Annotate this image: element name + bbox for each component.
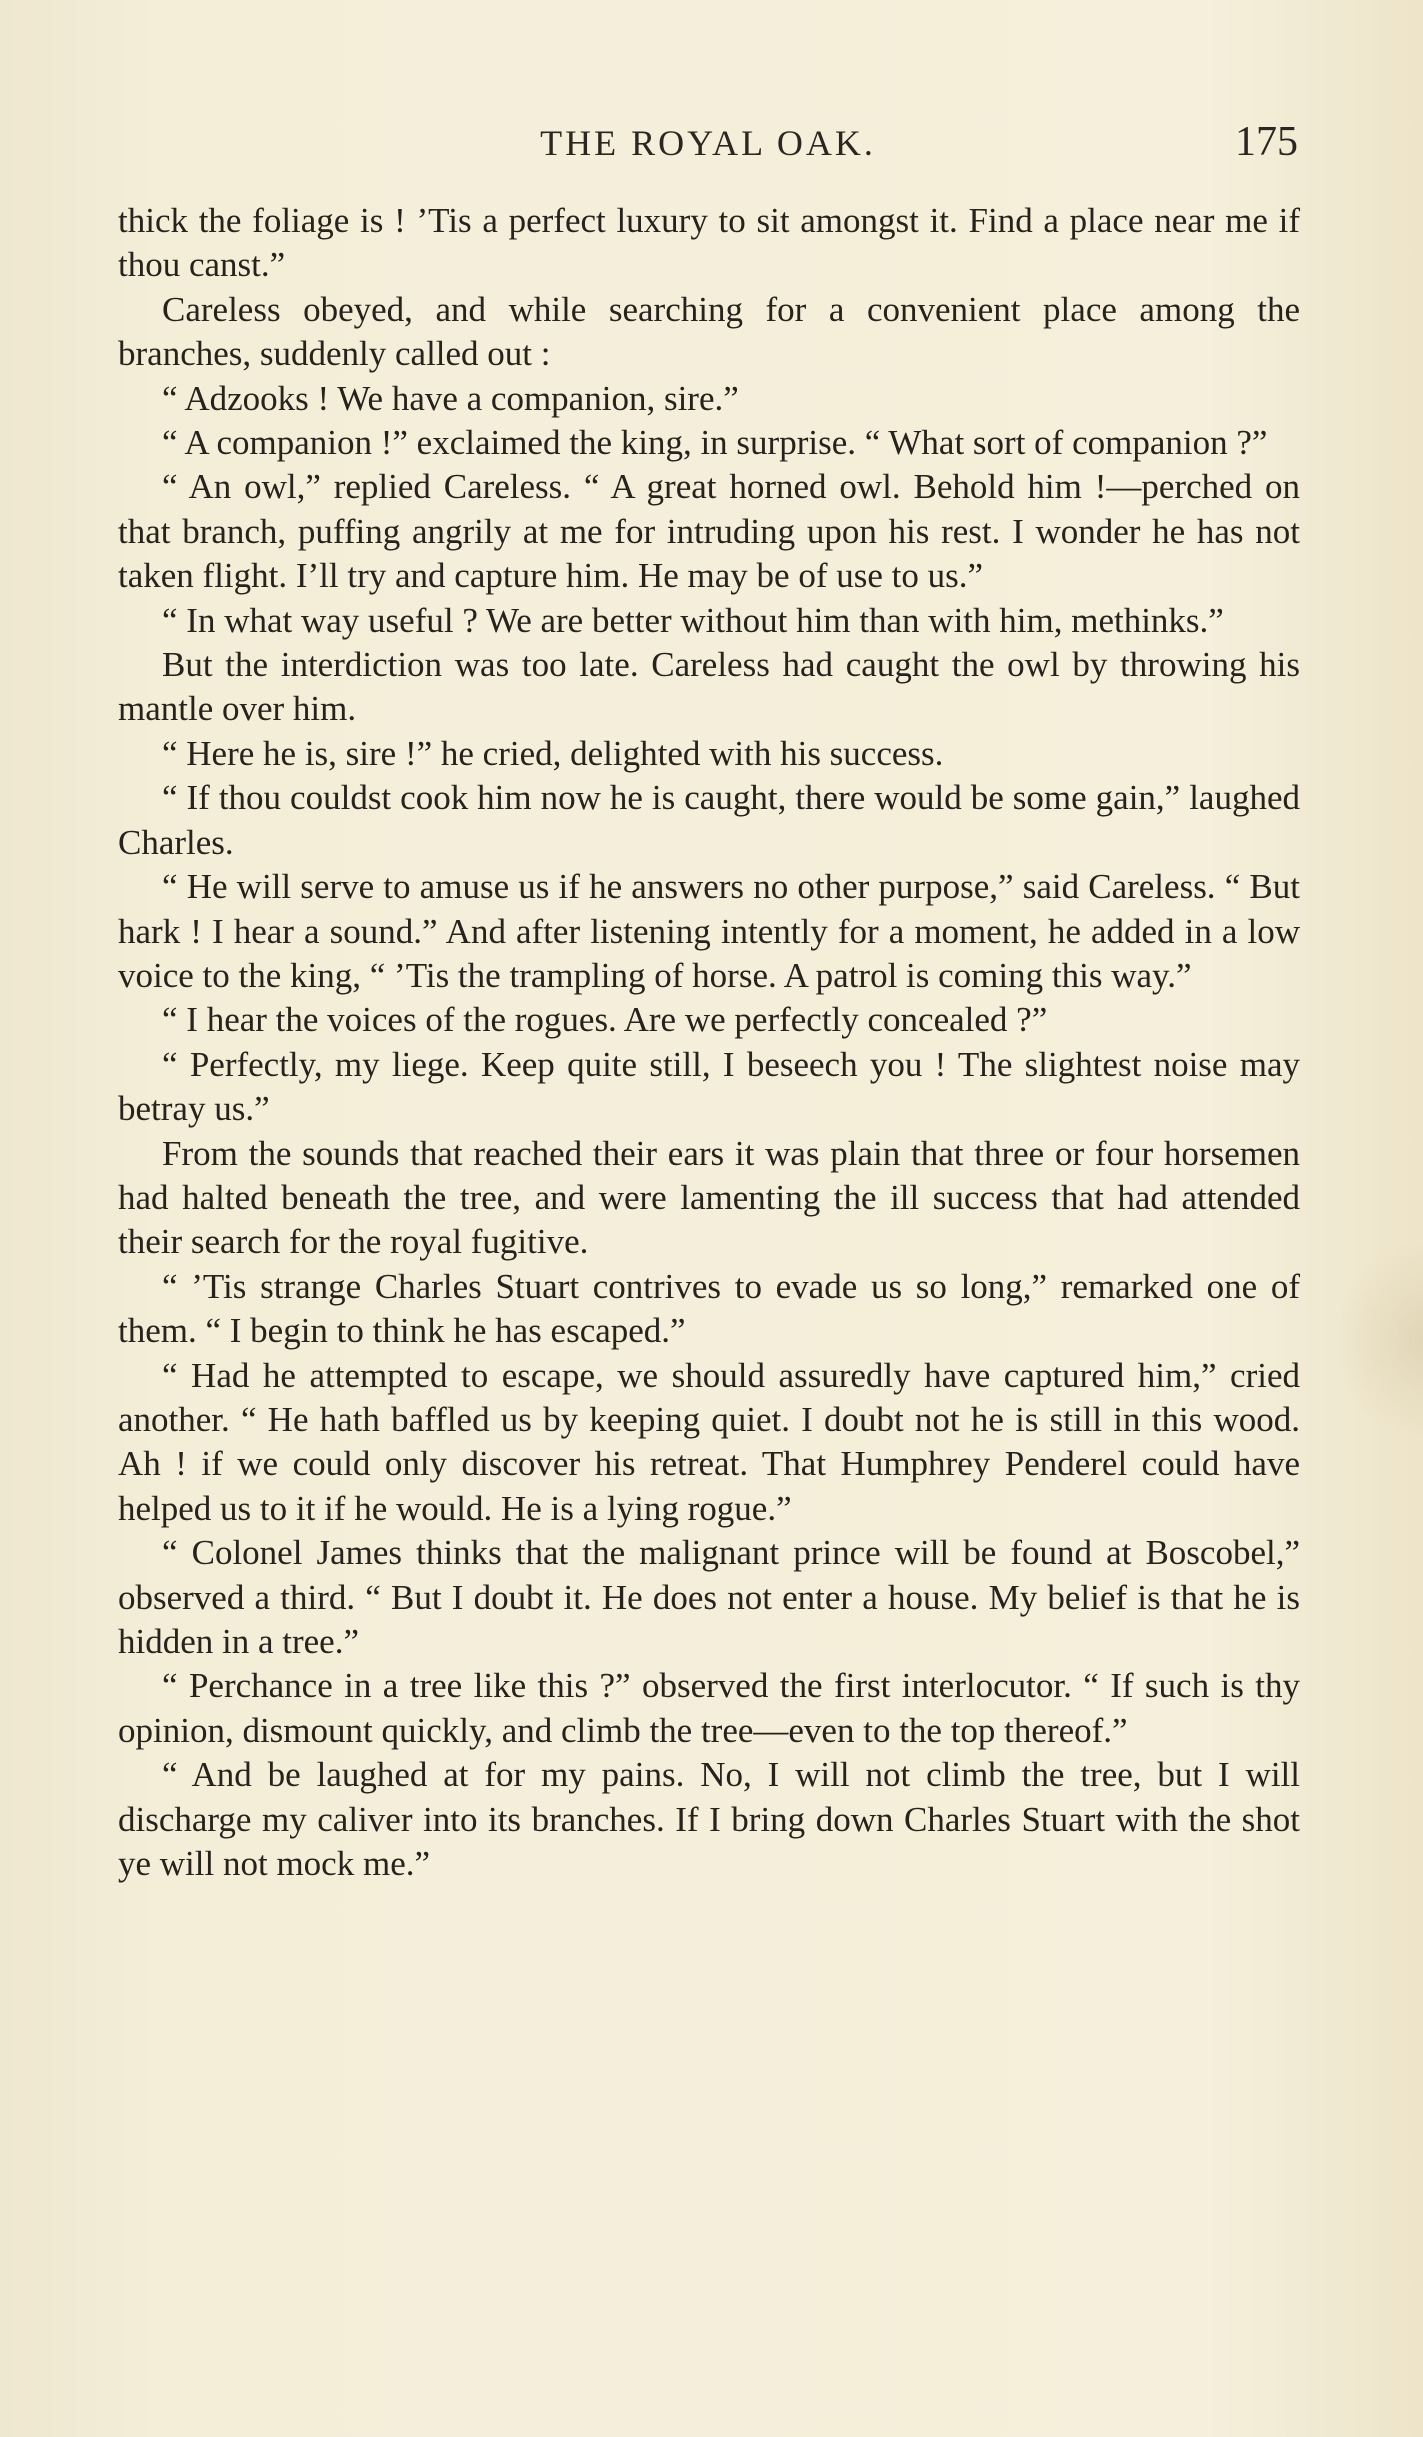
paragraph: “ Colonel James thinks that the malignant prince will be found at Boscobel,” observed a third. “ But I doubt it. He does not enter a house. My belief is that he is hidden in a tree.” <box>118 1533 1300 1661</box>
paragraph: “ An owl,” replied Careless. “ A great horned owl. Behold him !—perched on that branch, puffing angrily at me for intruding upon his rest. I wonder he has not taken flight. I’ll try and capture him. He may be of use to us.” <box>118 467 1300 596</box>
paragraph: “ A companion !” exclaimed the king, in surprise. “ What sort of companion ?” <box>162 423 1268 463</box>
paragraph: thick the foliage is ! ’Tis a perfect luxury to sit amongst it. Find a place near me if thou canst.” <box>118 201 1300 285</box>
paragraph: “ And be laughed at for my pains. No, I will not climb the tree, but I will discharge my caliver into its branches. If I bring down Charles Stuart with the shot ye will not mock me.” <box>118 1755 1300 1884</box>
paragraph: “ ’Tis strange Charles Stuart contrives to evade us so long,” remarked one of them. “ I begin to think he has escaped.” <box>118 1266 1300 1351</box>
paragraph: “ If thou couldst cook him now he is caught, there would be some gain,” laughed Charles. <box>118 778 1300 862</box>
running-title: THE ROYAL OAK. <box>540 123 876 163</box>
paragraph: Careless obeyed, and while searching for a convenient place among the branches, suddenly called out : <box>118 289 1300 374</box>
page-number: 175 <box>1235 119 1298 165</box>
paper-stain <box>1333 1240 1423 1440</box>
page-header <box>118 118 1298 178</box>
paragraph: “ Had he attempted to escape, we should assuredly have captured him,” cried another. “ He hath baffled us by keeping quiet. I doubt not he is still in this wood. Ah ! if we could only discover his retreat. That Humphrey Penderel could have helped us to it if he would. He is a lying rogue.” <box>118 1355 1300 1528</box>
paragraph: “ In what way useful ? We are better without him than with him, methinks.” <box>162 600 1224 640</box>
paragraph: “ Perchance in a tree like this ?” observed the first interlocutor. “ If such is thy opinion, dismount quickly, and climb the tree—even to the top thereof.” <box>118 1666 1300 1750</box>
paragraph: “ He will serve to amuse us if he answers no other purpose,” said Careless. “ But hark ! I hear a sound.” And after listening intently for a moment, he added in a low voice to the king, “ ’Tis the trampling of horse. A patrol is coming this way.” <box>118 867 1300 995</box>
paragraph: But the interdiction was too late. Careless had caught the owl by throwing his mantle over him. <box>118 645 1300 729</box>
paragraph: From the sounds that reached their ears it was plain that three or four horsemen had halted beneath the tree, and were lamenting the ill success that had attended their search for the royal fugitive. <box>118 1133 1300 1262</box>
paragraph: “ Here he is, sire !” he cried, delighted with his success. <box>162 733 944 773</box>
paragraph: “ Perfectly, my liege. Keep quite still, I beseech you ! The slightest noise may betray us.” <box>118 1044 1300 1129</box>
paragraph: “ Adzooks ! We have a companion, sire.” <box>162 378 739 418</box>
body-text <box>118 199 1300 1886</box>
paragraph: “ I hear the voices of the rogues. Are we perfectly concealed ?” <box>162 1000 1048 1040</box>
